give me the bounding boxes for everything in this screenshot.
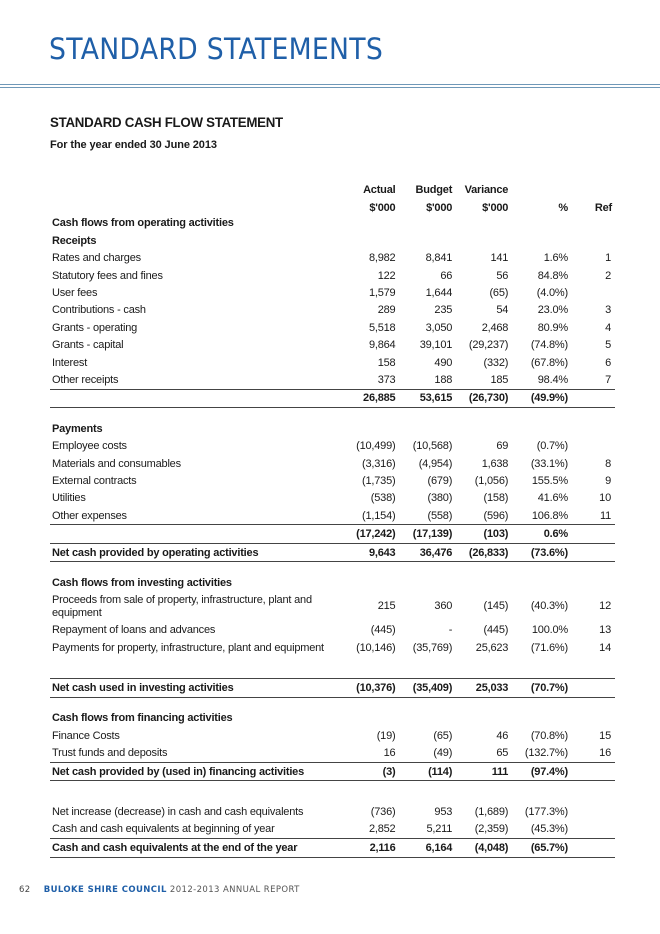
cell-pct: 106.8%	[531, 509, 568, 522]
cell-budget: 39,101	[419, 339, 453, 352]
cell-variance: 141	[490, 252, 509, 265]
cell-pct: (97.4%)	[508, 762, 568, 780]
table-row	[50, 267, 615, 284]
cell-ref: 15	[599, 729, 611, 742]
cell-variance: (26,730)	[452, 389, 508, 407]
cell-label: Proceeds from sale of property, infrastructure, plant and equipment	[52, 593, 312, 619]
cell-ref: 12	[599, 600, 611, 613]
cell-pct: (70.8%)	[530, 729, 568, 742]
header-rule-bottom	[0, 87, 660, 88]
cell-pct: 155.5%	[531, 474, 568, 487]
cell-variance: (2,359)	[474, 823, 509, 836]
cell-actual: 9,864	[368, 339, 396, 352]
page-number: 62	[19, 885, 31, 895]
cell-pct: (73.6%)	[508, 543, 568, 561]
cell-actual: (10,146)	[356, 641, 396, 654]
cell-label: Other receipts	[52, 373, 119, 386]
cell-variance: 46	[496, 729, 509, 742]
page-footer	[19, 885, 300, 895]
cell-budget: 5,211	[426, 823, 453, 836]
cell-label: Statutory fees and fines	[52, 269, 163, 282]
cell-pct: (4.0%)	[536, 287, 568, 300]
cell-actual: 2,852	[368, 823, 396, 836]
cell-actual: 1,579	[368, 287, 396, 300]
cell-actual: (3,316)	[362, 457, 396, 470]
spacer	[50, 697, 615, 710]
cell-label: Grants - capital	[52, 339, 124, 352]
cell-ref: 10	[599, 492, 611, 505]
cell-budget: (380)	[427, 492, 453, 505]
investing-rows	[50, 592, 615, 657]
payments-rows	[50, 437, 615, 524]
cell-budget: 188	[434, 373, 453, 386]
spacer	[50, 656, 615, 679]
cell-actual: 289	[377, 304, 396, 317]
cell-variance: (1,056)	[474, 474, 509, 487]
cell-budget: (4,954)	[418, 457, 453, 470]
cell-budget: 1,644	[425, 287, 453, 300]
cell-budget: (17,139)	[395, 525, 452, 543]
cell-label: Utilities	[52, 492, 86, 505]
cell-ref: 11	[599, 509, 611, 522]
net-operating-row	[50, 543, 615, 561]
summary-rows	[50, 803, 615, 838]
cell-pct: (45.3%)	[530, 823, 568, 836]
cell-ref: 16	[599, 747, 611, 760]
cell-variance: 2,468	[481, 321, 509, 334]
cell-label: Materials and consumables	[52, 457, 181, 470]
cell-variance: (445)	[483, 624, 509, 637]
col-actual-header: Actual	[363, 184, 396, 197]
cell-budget: (35,769)	[412, 641, 453, 654]
cell-pct: 84.8%	[537, 269, 568, 282]
cell-label: Interest	[52, 356, 88, 369]
cell-label: User fees	[52, 287, 98, 300]
cell-budget: (114)	[395, 762, 452, 780]
cell-budget: 360	[434, 600, 453, 613]
cell-variance: (26,833)	[452, 543, 508, 561]
payments-total-row	[50, 525, 615, 543]
cell-pct: (74.8%)	[530, 339, 568, 352]
cell-budget: 953	[434, 806, 453, 819]
cash-flow-table	[50, 180, 615, 858]
cell-actual: (17,242)	[346, 525, 395, 543]
col-actual-unit: $'000	[369, 201, 396, 214]
table-row	[50, 337, 615, 354]
table-row	[50, 622, 615, 639]
organization-name: BULOKE SHIRE COUNCIL	[43, 885, 167, 895]
col-variance-header: Variance	[464, 184, 509, 197]
cell-pct: 1.6%	[543, 252, 568, 265]
section-heading-investing: Cash flows from investing activities	[52, 576, 232, 589]
table-row	[50, 639, 615, 656]
header-rule-top	[0, 84, 660, 85]
cell-actual: (10,499)	[356, 440, 396, 453]
table-row	[50, 354, 615, 371]
net-investing-row	[50, 679, 615, 697]
cell-budget: 66	[440, 269, 453, 282]
statement-subtitle: For the year ended 30 June 2013	[50, 139, 217, 151]
cell-label: Grants - operating	[52, 321, 138, 334]
section-heading-operating: Cash flows from operating activities	[52, 217, 234, 230]
cell-pct: 98.4%	[537, 373, 568, 386]
cell-variance: (4,048)	[452, 839, 508, 857]
cell-variance: 185	[490, 373, 509, 386]
cell-pct: (71.6%)	[530, 641, 568, 654]
cell-ref: 2	[605, 269, 611, 282]
report-name: 2012-2013 ANNUAL REPORT	[169, 885, 300, 895]
net-financing-row	[50, 762, 615, 780]
cell-variance: (596)	[483, 509, 509, 522]
cell-label: Rates and charges	[52, 252, 141, 265]
cell-pct: 0.6%	[508, 525, 568, 543]
cell-budget: (49)	[433, 747, 453, 760]
cell-actual: 122	[377, 269, 396, 282]
cell-label: Contributions - cash	[52, 304, 146, 317]
cell-pct: (70.7%)	[508, 679, 568, 697]
table-row	[50, 319, 615, 336]
cell-budget: (65)	[433, 729, 453, 742]
cell-label: Net cash provided by (used in) financing activities	[50, 762, 346, 780]
spacer	[50, 562, 615, 575]
cell-actual: (10,376)	[346, 679, 395, 697]
receipts-rows	[50, 250, 615, 390]
cell-label: Cash and cash equivalents at beginning of year	[52, 823, 275, 836]
receipts-total-row	[50, 389, 615, 407]
cell-variance: 54	[496, 304, 509, 317]
cell-actual: (736)	[370, 806, 396, 819]
cell-variance: (158)	[483, 492, 509, 505]
cell-variance: (332)	[483, 356, 509, 369]
cell-budget: 6,164	[395, 839, 452, 857]
cell-label: Repayment of loans and advances	[52, 624, 216, 637]
col-variance-unit: $'000	[482, 201, 509, 214]
cell-actual: 158	[377, 356, 396, 369]
cell-variance: 1,638	[481, 457, 509, 470]
table-row	[50, 250, 615, 267]
cell-pct: (40.3%)	[530, 600, 568, 613]
cell-actual: (19)	[376, 729, 396, 742]
page-heading: STANDARD STATEMENTS	[49, 32, 384, 66]
cell-budget: 3,050	[425, 321, 453, 334]
col-budget-unit: $'000	[426, 201, 453, 214]
cell-label: Cash and cash equivalents at the end of the year	[50, 839, 346, 857]
table-row	[50, 803, 615, 820]
cell-budget: 235	[434, 304, 453, 317]
table-row	[50, 507, 615, 525]
cell-budget: (558)	[427, 509, 453, 522]
cell-pct: (33.1%)	[530, 457, 568, 470]
cell-ref	[568, 437, 615, 454]
col-ref-header: Ref	[594, 201, 612, 214]
cell-ref: 13	[599, 624, 611, 637]
table-row	[50, 821, 615, 839]
cell-ref: 9	[605, 474, 611, 487]
cell-ref	[568, 284, 615, 301]
cell-variance: (29,237)	[468, 339, 509, 352]
cell-variance: (65)	[489, 287, 509, 300]
table-body	[50, 215, 615, 250]
cell-pct: (67.8%)	[530, 356, 568, 369]
subsection-payments: Payments	[52, 422, 103, 435]
cell-label: Net increase (decrease) in cash and cash equivalents	[52, 806, 304, 819]
cell-variance: 56	[496, 269, 509, 282]
table-row	[50, 490, 615, 507]
cell-pct: 80.9%	[537, 321, 568, 334]
cell-pct: (0.7%)	[536, 440, 568, 453]
cell-budget: (679)	[427, 474, 453, 487]
cell-label: Other expenses	[52, 509, 127, 522]
cell-actual: 9,643	[346, 543, 395, 561]
cell-label: External contracts	[52, 474, 137, 487]
cell-variance: 25,623	[475, 641, 509, 654]
table-row	[50, 727, 615, 744]
cell-actual: (445)	[370, 624, 396, 637]
table-row	[50, 437, 615, 454]
cell-actual: 8,982	[368, 252, 396, 265]
cell-pct: (49.9%)	[508, 389, 568, 407]
col-budget-header: Budget	[415, 184, 453, 197]
cell-label: Trust funds and deposits	[52, 747, 168, 760]
cell-variance: (1,689)	[474, 806, 509, 819]
cell-ref: 1	[605, 252, 611, 265]
cell-variance: (103)	[452, 525, 508, 543]
statement-title: STANDARD CASH FLOW STATEMENT	[50, 114, 283, 130]
cell-variance: 65	[496, 747, 509, 760]
table-row	[50, 302, 615, 319]
cell-actual: (1,735)	[362, 474, 396, 487]
cell-ref: 5	[605, 339, 611, 352]
cell-ref: 8	[605, 457, 611, 470]
table-row	[50, 472, 615, 489]
subsection-receipts: Receipts	[52, 234, 97, 247]
cell-actual: (538)	[370, 492, 396, 505]
financing-rows	[50, 727, 615, 762]
section-heading-financing: Cash flows from financing activities	[52, 712, 233, 725]
cell-actual: 215	[377, 600, 396, 613]
cell-pct: (132.7%)	[524, 747, 568, 760]
cell-actual: (1,154)	[362, 509, 396, 522]
cell-ref	[568, 821, 615, 839]
table-row	[50, 455, 615, 472]
cell-actual: 5,518	[368, 321, 396, 334]
cell-variance: 111	[452, 762, 508, 780]
spacer	[50, 781, 615, 804]
cell-pct: 100.0%	[531, 624, 568, 637]
table-row	[50, 592, 615, 622]
cell-variance: 25,033	[452, 679, 508, 697]
cell-ref	[568, 803, 615, 820]
table-row	[50, 284, 615, 301]
cell-ref: 7	[605, 373, 611, 386]
cell-actual: 2,116	[346, 839, 395, 857]
cell-budget: (35,409)	[395, 679, 452, 697]
header-row-top	[50, 180, 615, 197]
spacer	[50, 408, 615, 421]
cell-pct: 41.6%	[537, 492, 568, 505]
cell-actual: (3)	[346, 762, 395, 780]
cell-pct: 23.0%	[537, 304, 568, 317]
cell-ref: 6	[605, 356, 611, 369]
cell-budget: 36,476	[395, 543, 452, 561]
cell-pct: (177.3%)	[524, 806, 568, 819]
cell-budget: 53,615	[395, 389, 452, 407]
cell-variance: (145)	[483, 600, 509, 613]
cell-ref: 3	[605, 304, 611, 317]
cell-label: Employee costs	[52, 440, 127, 453]
cell-budget: (10,568)	[412, 440, 453, 453]
cell-budget: 8,841	[425, 252, 453, 265]
cell-label: Net cash used in investing activities	[50, 679, 346, 697]
cell-actual: 373	[377, 373, 396, 386]
cell-label: Payments for property, infrastructure, plant and equipment	[52, 641, 324, 654]
cell-label: Net cash provided by operating activities	[50, 543, 346, 561]
cell-actual: 26,885	[346, 389, 395, 407]
cell-pct: (65.7%)	[508, 839, 568, 857]
cash-end-of-year-row	[50, 839, 615, 857]
cell-variance: 69	[496, 440, 509, 453]
cell-budget: -	[448, 624, 453, 637]
cell-ref: 14	[599, 641, 611, 654]
col-pct-header: %	[558, 201, 568, 214]
cell-actual: 16	[383, 747, 396, 760]
header-row-units	[50, 197, 615, 214]
cell-label: Finance Costs	[52, 729, 120, 742]
cell-budget: 490	[434, 356, 453, 369]
table-row	[50, 371, 615, 389]
cell-ref: 4	[605, 321, 611, 334]
table-row	[50, 745, 615, 763]
